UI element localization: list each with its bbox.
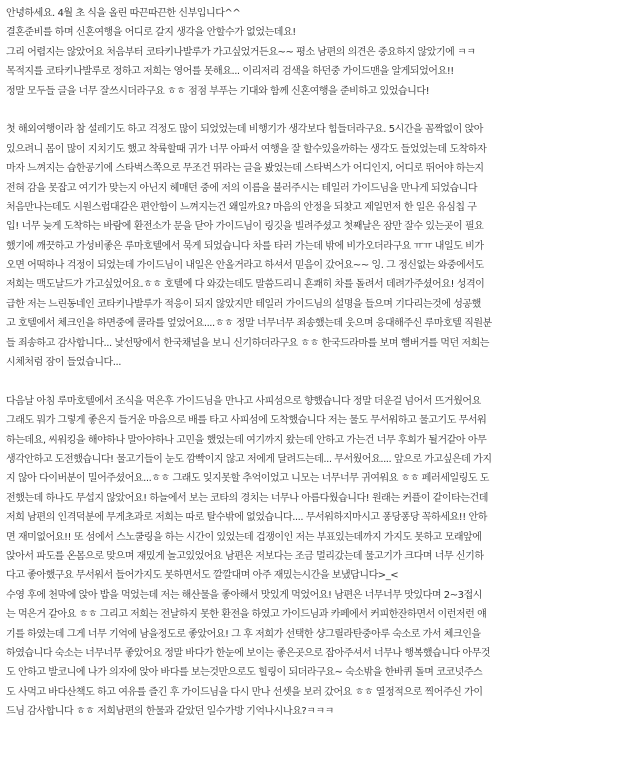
- text-line: 들 죄송하고 감사합니다... 낯선땅에서 한국채널을 보니 신기하더라구요 ㅎㅎ 한국드라마를 보며 햄버거를 먹던 저희는: [6, 337, 490, 349]
- text-line: 그래도 뭐가 그렇게 좋은지 들거운 마음으로 배를 타고 사피섬에 도착했습니다 저는 물도 무서워하고 물고기도 무서워: [6, 415, 487, 427]
- text-line: 저희는 맥도날드가 가고싶었어요.ㅎㅎ 호텔에 다 와갔는데도 말씀드리니 흔쾌히 차를 돌려서 데려가주셨어요! 성격이: [6, 279, 485, 291]
- text-line: 드님 감사합니다 ㅎㅎ 저희남편의 한물과 같았던 일수가방 기억나시나요?ㅋㅋㅋ: [6, 706, 334, 718]
- text-line: 마자 느껴지는 습한공기에 스타벅스쪽으로 무조건 뛰라는 글을 봤었는데 스타벅스가 어디인지, 어디로 뛰어야 하는지: [6, 163, 484, 175]
- text-line: 저희 남편의 인격덕분에 무게초과로 저희는 따로 탈수밖에 없었습니다.... 무서워하지마시고 퐁당퐁당 꼭하세요!! 안하: [6, 512, 487, 524]
- text-line: 안녕하세요. 4월 초 식을 올린 따끈따끈한 신부입니다^^: [6, 8, 241, 19]
- text-line: 전했는데 하나도 무섭지 않았어요! 하늘에서 보는 코타의 경치는 너무나 아름다웠습니다! 원래는 커플이 같이타는건데: [6, 492, 488, 504]
- text-line: 처음만나는데도 시원스럽대갈은 편안함이 느껴지는건 왜일까요? 마음의 안정을 되찾고 제일먼저 한 일은 유심칩 구: [6, 201, 477, 213]
- text-line: 도 안하고 발코니에 나가 의자에 앉아 바다를 보는것만으로도 힐링이 되더라구요~ 숙소밖을 한바퀴 돌며 코코넛주스: [6, 667, 483, 679]
- text-line: 생각안하고 도전했습니다! 물고기들이 눈도 깜빡이지 않고 저에게 달려드는데... 무서웠어요.... 앞으로 가고싶은데 가지: [6, 453, 492, 465]
- paragraph-day-one: [6, 120, 622, 372]
- text-line: 목적지를 코타키나발루로 정하고 저희는 영어를 못해요... 이리저리 검색을 하던중 가이드맨을 알게되었어요!!: [6, 66, 454, 78]
- text-line: 기를 하였는데 그게 너무 기억에 남을정도로 좋았어요! 그 후 저희가 선택한 샹그릴라탄중아루 숙소로 가서 체크인을: [6, 628, 481, 640]
- text-line: 결혼준비를 하며 신혼여행을 어디로 갈지 생각을 안할수가 없었는데요!: [6, 27, 296, 39]
- text-line: 했기에 깨끗하고 가성비좋은 루마호텔에서 묵게 되었습니다 차를 타러 가는데 밖에 비가오더라구요 ㅠㅠ 내일도 비가: [6, 240, 484, 252]
- text-line: 도 사먹고 바다산책도 하고 여유를 즐긴 후 가이드님을 다시 만나 선셋을 보러 갔어요 ㅎㅎ 열정적으로 찍어주신 가이: [6, 686, 483, 698]
- text-line: 있으려니 몸이 많이 지치기도 했고 착륙할때 귀가 너무 아파서 여행을 잘 할수있을까하는 생각도 들었었는데 도착하자: [6, 143, 487, 155]
- text-line: 고 호텔에서 체크인을 하면중에 콜라를 엎었어요....ㅎㅎ 정말 너무너무 죄송했는데 웃으며 응대해주신 루마호텔 직원분: [6, 318, 492, 330]
- text-line: 하는데요, 씨워킹을 해야하나 말아야하나 고민을 했었는데 여기까지 왔는데 안하고 가는건 너무 후회가 될거같아 아무: [6, 434, 487, 446]
- text-line: 수영 후에 천막에 앉아 밥을 먹었는데 저는 해산물을 좋아해서 맛있게 먹었어요! 남편은 너무너무 맛있다며 2~3접시: [6, 589, 482, 601]
- paragraph-intro: [6, 4, 622, 101]
- text-line: 정말 모두들 글을 너무 잘쓰시더라구요 ㅎㅎ 점점 부푸는 기대와 함께 신혼여행을 준비하고 있었습니다!: [6, 85, 430, 97]
- text-line: 다음날 아침 루마호텔에서 조식을 먹은후 가이드님을 만나고 사피섬으로 향했습니다 정말 더운걸 넘어서 뜨거웠어요: [6, 395, 481, 407]
- text-line: 전혀 감을 못잡고 여기가 맞는지 아닌지 헤매던 중에 저의 이름을 불러주시는 테일러 가이드님을 만나게 되었습니다: [6, 182, 478, 194]
- text-line: 는 먹은거 같아요 ㅎㅎ 그리고 저희는 전날하지 못한 환전을 하였고 가이드님과 카페에서 커피한잔하면서 이런저런 얘: [6, 609, 487, 621]
- text-line: 지 않아 다이버분이 밀어주셨어요...ㅎㅎ 그래도 잊지못할 추억이었고 니모는 너무너무 귀여워요 ㅎㅎ 페러세일링도 도: [6, 473, 490, 485]
- text-line: 앉아서 파도를 온몸으로 맞으며 재밌게 놀고있었어요 남편은 저보다는 조금 멀리갔는데 물고기가 크다며 너무 신기하: [6, 550, 484, 562]
- paragraph-day-two: [6, 392, 622, 722]
- text-line: 하였습니다 숙소는 너무너무 좋았어요 정말 바다가 한눈에 보이는 좋은곳으로 잡아주셔서 너무나 행복했습니다 아무것: [6, 647, 491, 659]
- text-line: 첫 해외여행이라 참 설레기도 하고 걱정도 많이 되었었는데 비행기가 생각보다 힘들더라구요. 5시간을 꼼짝없이 앉아: [6, 124, 483, 136]
- text-line: 다고 좋아했구요 무서워서 들어가지도 못하면서도 깔깔대며 아주 재밌는시간을 보냈답니다>_<: [6, 570, 399, 582]
- text-line: 시체처럼 잠이 들었습니다...: [6, 357, 121, 369]
- text-line: 입! 너무 늦게 도착하는 바람에 환전소가 문을 닫아 가이드님이 링깃을 빌려주셨고 첫째날은 잠만 잘수 있는곳이 필요: [6, 221, 484, 233]
- text-line: 그리 어렵지는 않았어요 처음부터 코타키나발루가 가고싶었거든요~~ 평소 남편의 의견은 중요하지 않았기에 ㅋㅋ: [6, 46, 476, 58]
- text-line: 급한 저는 느린동네인 코타키나발루가 적응이 되지 않았지만 테일러 가이드님의 설명을 들으며 기다리는것에 성공했: [6, 298, 481, 310]
- paragraph-gap: [6, 372, 622, 391]
- paragraph-gap: [6, 101, 622, 120]
- text-line: 면 재미없어요!! 또 섬에서 스노쿨링을 하는 시간이 있었는데 겁쟁이인 저는 부표있는데까지 가지도 못하고 모래앞에: [6, 531, 482, 543]
- text-line: 오면 어떡하나 걱정이 되었는데 가이드님이 내일은 안올거라고 하셔서 믿음이 갔어요~~ 잉. 그 정신없는 와중에서도: [6, 260, 484, 272]
